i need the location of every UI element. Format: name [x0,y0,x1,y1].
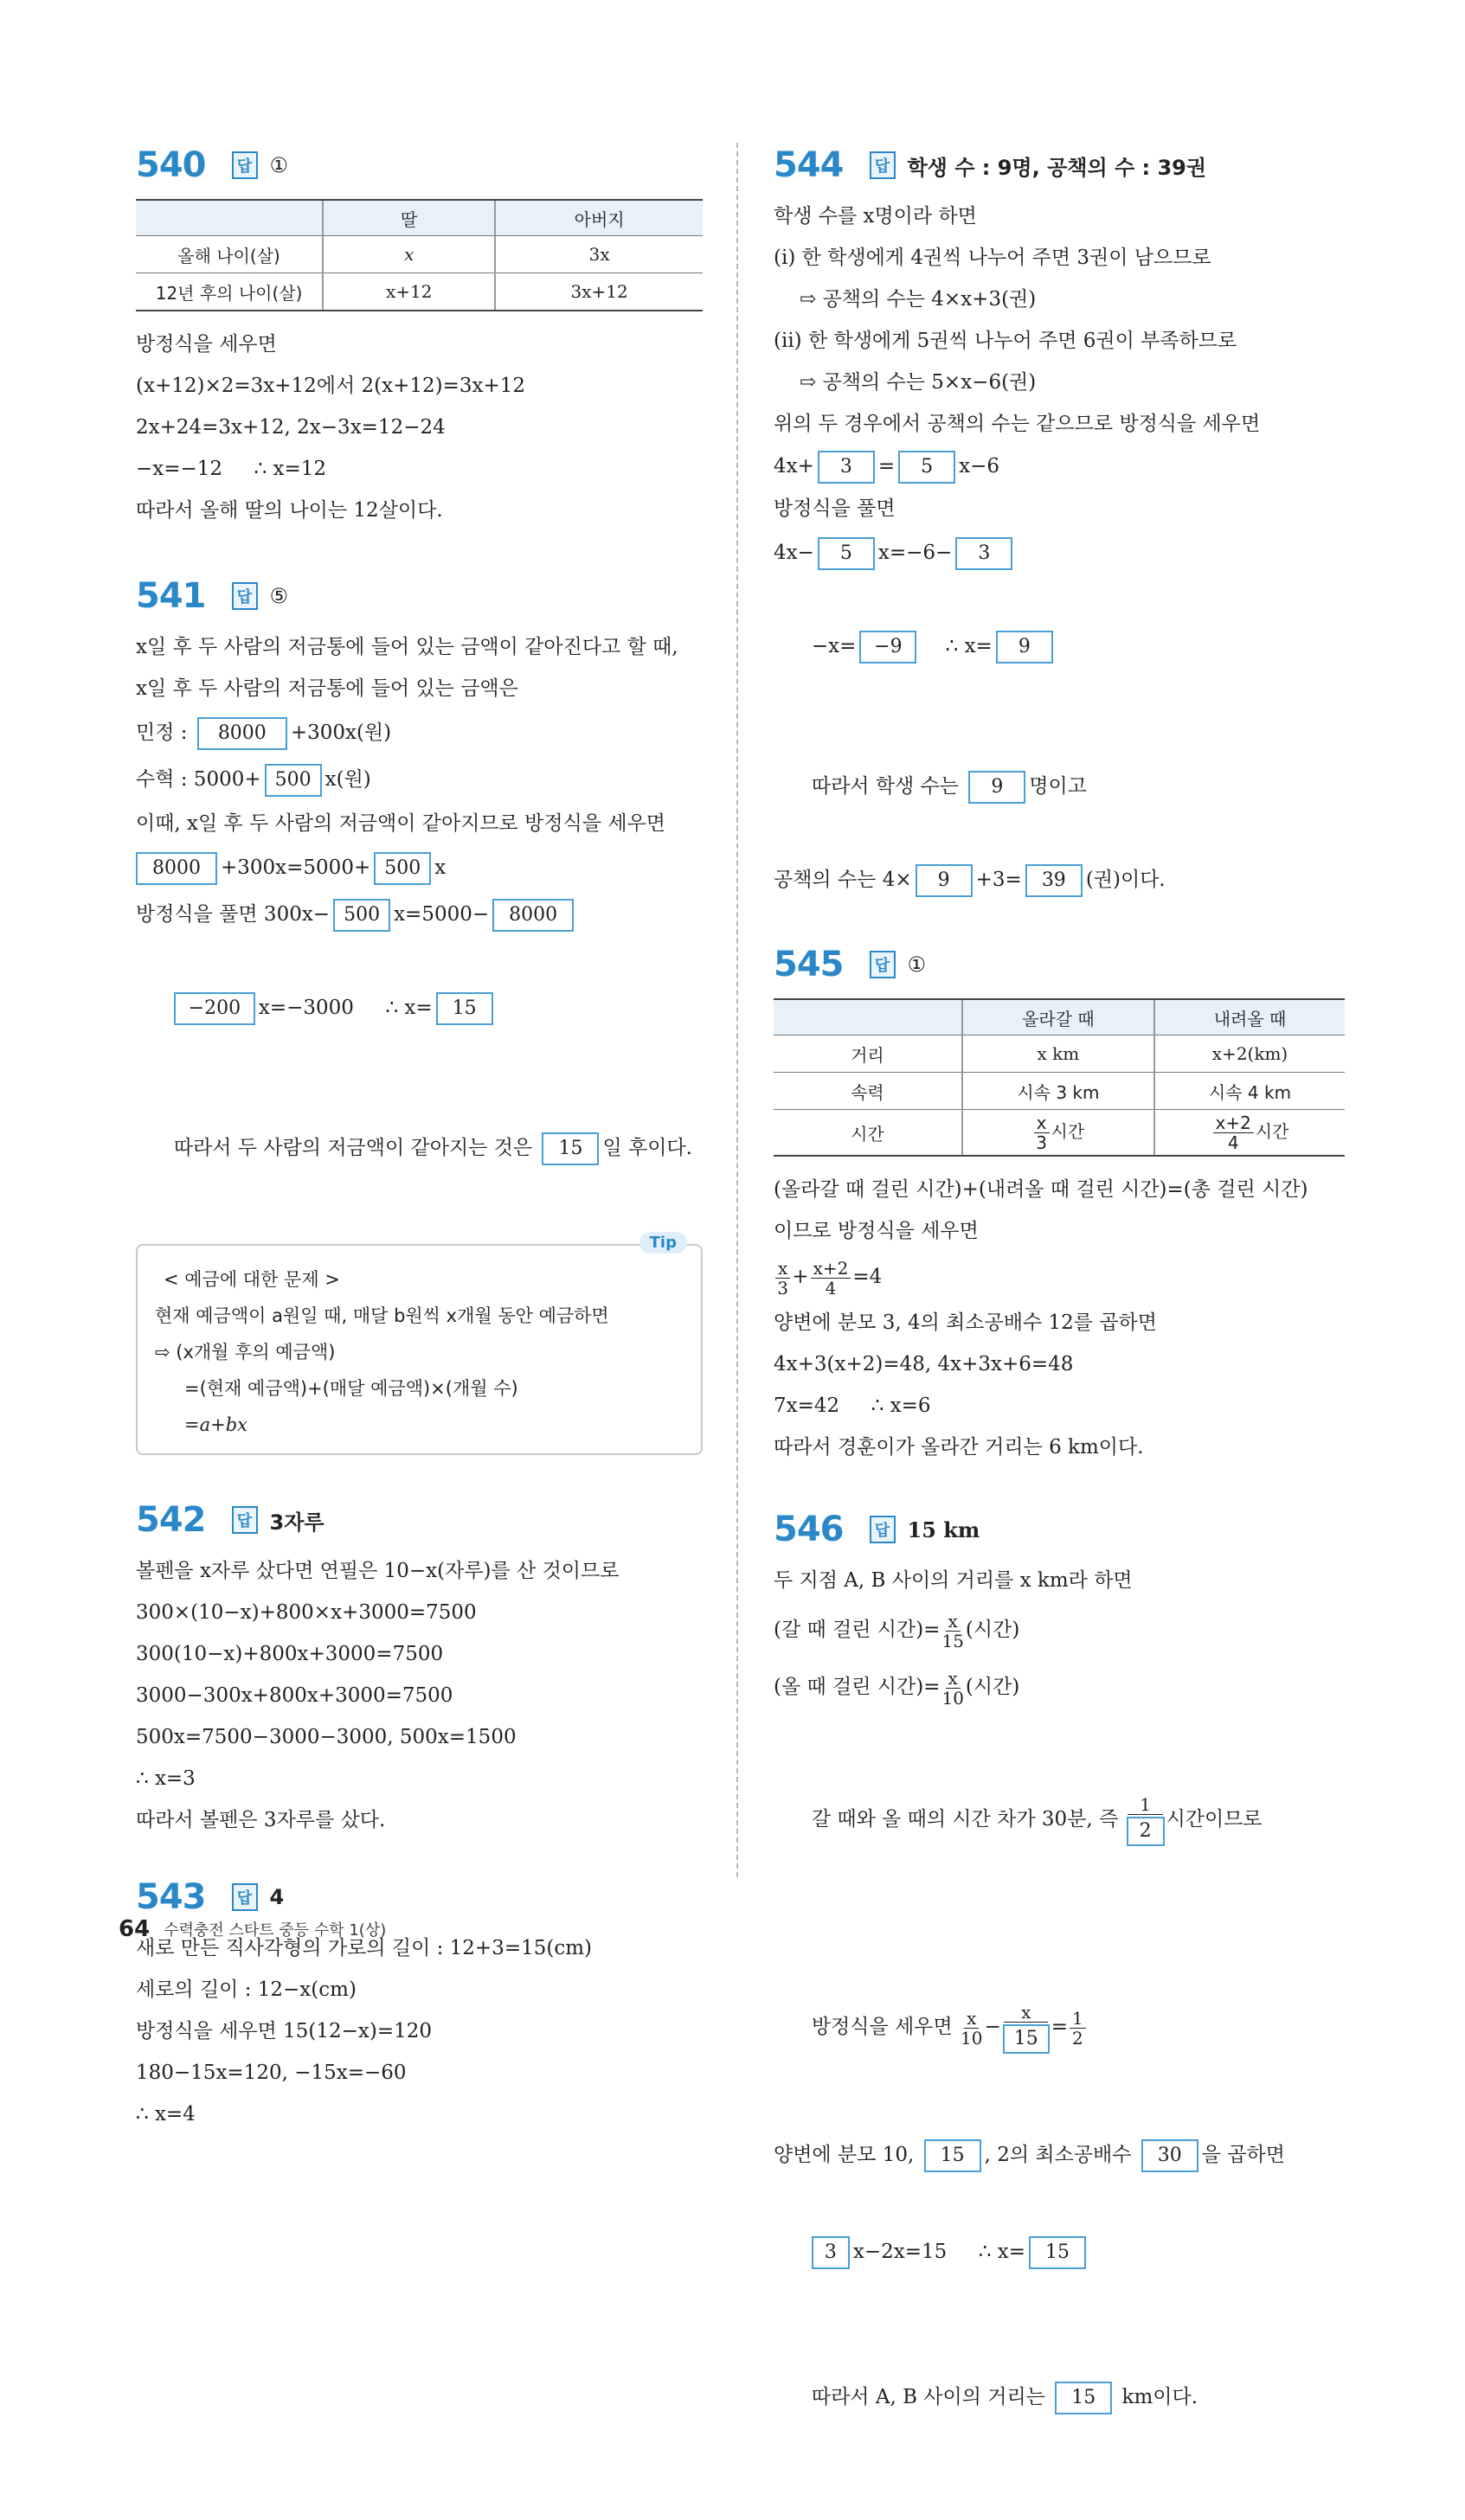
solution-line [136,756,703,803]
solution-line: 방정식을 세우면 [136,333,277,356]
numerator: x+2 [811,1259,851,1279]
text: 일 후이다. [602,1137,692,1159]
answer-text: 3자루 [269,1510,324,1535]
denominator: 3 [777,1277,788,1298]
text: x−6 [959,455,1000,478]
problem-540-header [136,138,703,192]
blank-box: 15 [542,1132,599,1165]
solution-line: (ⅱ) 한 학생에게 5권씩 나누어 주면 6권이 부족하므로 [774,330,1237,352]
tip-line: 현재 예금액이 a원일 때, 매달 b원씩 x개월 동안 예금하면 [155,1305,609,1326]
fraction [1070,2009,1086,2048]
table-cell: 속력 [774,1073,962,1110]
answer-badge: 답 [232,582,258,610]
solution-line: −x=−12 ∴ x=12 [136,458,327,480]
blank-box: 3 [818,451,875,484]
solution-line [774,445,1345,488]
unit: 시간 [1255,1120,1289,1142]
problem-number: 544 [774,145,844,185]
blank-box: 15 [436,992,493,1025]
blank-box: −200 [174,992,255,1025]
text: 양변에 분모 10, [774,2144,921,2166]
answer-badge: 답 [870,1516,896,1543]
problem-541-header [136,569,703,623]
page-number: 64 [119,1916,151,1942]
text: 수혁 : 5000+ [136,768,261,791]
solution-line [774,2131,1345,2179]
blank-box: 8000 [136,852,217,885]
text: 따라서 두 사람의 저금액이 같아지는 것은 [173,1137,539,1159]
age-table [136,199,703,311]
text: = [1051,2016,1069,2038]
text: +300x(원) [290,721,392,744]
text: km이다. [1115,2386,1198,2408]
text: − [984,2016,1001,2038]
fraction [1003,2003,1050,2054]
problem-number: 541 [136,576,206,616]
solution-line [774,716,1345,856]
denominator: 2 [1072,2027,1083,2049]
page-footer [119,1916,386,1942]
problem-544-header [774,138,1345,192]
text: 따라서 학생 수는 [811,775,966,798]
solution-line [136,709,703,756]
tip-tag: Tip [639,1232,687,1254]
answer-text: ① [269,153,289,177]
solution-line: 이때, x일 후 두 사람의 저금액이 같아지므로 방정식을 세우면 [136,812,666,835]
solution-line [774,2324,1345,2470]
blank-box: 8000 [492,899,574,932]
solution-line: x일 후 두 사람의 저금통에 들어 있는 금액은 [136,677,518,700]
answer-text: ① [907,952,927,977]
solution-line: 양변에 분모 3, 4의 최소공배수 12를 곱하면 [774,1311,1157,1334]
solution-line: 2x+24=3x+12, 2x−3x=12−24 [136,416,446,439]
solution-line: 방정식을 세우면 15(12−x)=120 [136,2020,433,2042]
solution-line: (x+12)×2=3x+12에서 2(x+12)=3x+12 [136,375,526,397]
table-cell: 올해 나이(살) [136,236,323,273]
solution-line: 학생 수를 x명이라 하면 [774,205,977,228]
problem-546 [774,1503,1345,2470]
table-cell: x km [962,1036,1154,1073]
solution-line [774,856,1345,903]
text: 민정 : [136,721,194,744]
problem-542 [136,1493,703,1841]
solution-line [774,1715,1345,1923]
answer-text: ⑤ [269,584,289,608]
table-cell [962,1110,1154,1157]
blank-box: 500 [374,852,431,885]
text: 을 곱하면 [1201,2144,1285,2166]
left-column [136,138,703,2185]
solution-line: 방정식을 풀면 [774,497,896,520]
table-cell: x+2(km) [1154,1036,1345,1073]
text: (올 때 걸린 시간)= [774,1676,941,1698]
table-header [774,999,962,1036]
tip-line: =(현재 예금액)+(매달 예금액)×(개월 수) [184,1378,518,1399]
problem-542-header [136,1493,703,1547]
text: 갈 때와 올 때의 시간 차가 30분, 즉 [811,1808,1125,1831]
blank-box: 5 [818,537,875,570]
tip-line: ⇨ (x개월 후의 예금액) [155,1342,336,1363]
fraction [1127,1795,1165,1846]
answer-badge: 답 [870,151,896,179]
solution-line [136,891,703,938]
solution-line: 위의 두 경우에서 공책의 수는 같으므로 방정식을 세우면 [774,413,1261,435]
text: , 2의 최소공배수 [984,2144,1138,2166]
solution-line: 300(10−x)+800x+3000=7500 [136,1643,444,1665]
solution-line: ⇨ 공책의 수는 5×x−6(권) [800,371,1037,394]
solution-line [774,529,1345,576]
solution-line: 따라서 경훈이가 올라간 거리는 6 km이다. [774,1436,1144,1459]
tip-line: =a+bx [184,1414,247,1435]
numerator: x [775,1259,790,1279]
table-cell: 3x [495,236,703,273]
table-cell: 12년 후의 나이(살) [136,273,323,311]
solution-line [774,1601,1345,1658]
table-cell: x [323,236,495,273]
blank-box: 15 [924,2139,981,2172]
problem-545-header [774,938,1345,991]
blank-box: 15 [1055,2382,1112,2414]
table-header: 올라갈 때 [962,999,1154,1036]
fraction [811,1259,851,1298]
problem-number: 546 [774,1510,844,1549]
tip-line: < 예금에 대한 문제 > [164,1269,340,1290]
solution-line: 볼펜을 x자루 샀다면 연필은 10−x(자루)를 산 것이므로 [136,1560,620,1582]
solution-line [136,938,703,1078]
solution-line [774,1658,1345,1715]
solution-line: 세로의 길이 : 12−x(cm) [136,1978,357,2001]
fraction [961,2009,982,2048]
blank-box: 2 [1127,1817,1165,1846]
table-cell: 거리 [774,1036,962,1073]
blank-box: 500 [333,899,390,932]
solution-line [774,576,1345,716]
text: = [877,455,896,478]
denominator: 4 [1227,1132,1239,1153]
solution-line [136,1078,703,1218]
numerator: x [946,1612,961,1632]
solution-line [774,2179,1345,2324]
solution-line: 두 지점 A, B 사이의 거리를 x km라 하면 [774,1569,1133,1592]
numerator: 1 [1070,2009,1086,2029]
text: x=−3000 ∴ x= [258,997,433,1019]
solution-line: (ⅰ) 한 학생에게 4권씩 나누어 주면 3권이 남으므로 [774,247,1211,269]
solution-line: 300×(10−x)+800×x+3000=7500 [136,1601,477,1624]
solution-line: 7x=42 ∴ x=6 [774,1395,931,1417]
blank-box: −9 [859,631,916,664]
numerator: x [946,1669,961,1689]
fraction [1034,1113,1050,1152]
blank-box: 3 [812,2236,850,2269]
solution-line: 3000−300x+800x+3000=7500 [136,1684,453,1707]
text: + [792,1266,809,1288]
solution-line: 이므로 방정식을 세우면 [774,1220,979,1242]
tip-box [136,1234,703,1455]
blank-box: 5 [898,451,955,484]
problem-number: 545 [774,945,844,984]
text: 4x− [774,542,814,564]
solution-line: 500x=7500−3000−3000, 500x=1500 [136,1726,517,1748]
solution-line: ∴ x=3 [136,1767,196,1790]
text: 명이고 [1029,775,1087,798]
text: x=−6− [877,542,953,564]
text: ∴ x= [920,635,993,657]
solution-line: ∴ x=4 [136,2103,196,2126]
text: 4x+ [774,455,814,478]
table-cell [1154,1110,1345,1157]
problem-number: 543 [136,1877,206,1917]
table-cell: 시속 4 km [1154,1073,1345,1110]
blank-box: 9 [996,631,1053,664]
problem-543 [136,1870,703,2135]
fraction [775,1259,790,1298]
solution-line: 4x+3(x+2)=48, 4x+3x+6=48 [774,1353,1074,1375]
answer-badge: 답 [232,1506,258,1534]
text: =4 [852,1266,883,1288]
solution-line [774,1923,1345,2131]
answer-badge: 답 [232,151,258,179]
denominator: 10 [941,1687,964,1709]
unit: 시간 [1051,1120,1085,1142]
problem-540 [136,138,703,531]
text: (갈 때 걸린 시간)= [774,1619,941,1641]
table-cell: x+12 [323,273,495,311]
speed-table [774,998,1345,1157]
numerator: x [1034,1113,1050,1133]
solution-line: (올라갈 때 걸린 시간)+(내려올 때 걸린 시간)=(총 걸린 시간) [774,1178,1308,1201]
problem-546-header [774,1503,1345,1556]
solution-line: 따라서 올해 딸의 나이는 12살이다. [136,499,443,522]
table-cell: 시속 3 km [962,1073,1154,1110]
right-column [774,138,1345,2520]
problem-number: 542 [136,1500,206,1540]
blank-box: 39 [1025,864,1083,897]
blank-box: 30 [1141,2139,1198,2172]
answer-text: 학생 수 : 9명, 공책의 수 : 39권 [907,155,1207,180]
problem-544 [774,138,1345,903]
table-header: 내려올 때 [1154,999,1345,1036]
numerator: x [1004,2003,1048,2023]
numerator: 1 [1128,1795,1163,1815]
text: 방정식을 세우면 [811,2016,960,2038]
numerator: x [964,2009,979,2029]
denominator: 15 [941,1630,964,1651]
denominator: 10 [961,2027,983,2049]
column-divider [736,143,738,1877]
solution-line: 따라서 볼펜은 3자루를 샀다. [136,1809,386,1831]
answer-text: 4 [269,1885,285,1909]
problem-number: 540 [136,145,206,185]
blank-box: 9 [968,771,1025,804]
answer-badge: 답 [870,951,896,978]
answer-badge: 답 [232,1883,258,1911]
text: (시간) [965,1676,1020,1698]
table-header: 딸 [323,200,495,236]
denominator: 3 [1036,1132,1047,1153]
blank-box: 9 [916,864,973,897]
text: (권)이다. [1085,869,1166,891]
text: +300x=5000+ [221,856,371,879]
blank-box: 8000 [197,717,287,750]
text: −x= [811,635,857,657]
problem-541 [136,569,703,1455]
denominator: 4 [825,1277,837,1298]
text: x(원) [324,768,371,791]
solution-line: 180−15x=120, −15x=−60 [136,2062,407,2084]
fraction [941,1612,963,1651]
solution-line [136,844,703,891]
text: 공책의 수는 4× [774,869,912,891]
table-header [136,200,323,236]
table-cell: 3x+12 [495,273,703,311]
text: x=5000− [394,903,490,926]
blank-box: 500 [265,764,322,797]
solution-line: 새로 만든 직사각형의 가로의 길이 : 12+3=15(cm) [136,1937,593,1959]
text: +3= [975,869,1022,891]
blank-box: 15 [1029,2236,1086,2269]
text: 따라서 A, B 사이의 거리는 [811,2386,1052,2408]
book-title: 수력충전 스타트 중등 수학 1(상) [164,1921,387,1940]
fraction [1213,1113,1254,1152]
table-header: 아버지 [495,200,703,236]
text: x−2x=15 ∴ x= [852,2241,1026,2263]
solution-line: x일 후 두 사람의 저금통에 들어 있는 금액이 같아진다고 할 때, [136,636,678,658]
answer-text: 15 km [907,1516,980,1542]
text: 시간이므로 [1166,1808,1263,1831]
text: 방정식을 풀면 300x− [136,903,331,926]
solution-line [774,1252,1345,1302]
problem-545 [774,938,1345,1468]
fraction [941,1669,963,1708]
text: x [434,856,447,879]
blank-box: 3 [955,537,1012,570]
table-cell: 시간 [774,1110,962,1157]
numerator: x+2 [1213,1113,1254,1133]
solution-line: ⇨ 공책의 수는 4×x+3(권) [800,288,1037,311]
blank-box: 15 [1003,2024,1050,2054]
text: (시간) [965,1619,1020,1641]
